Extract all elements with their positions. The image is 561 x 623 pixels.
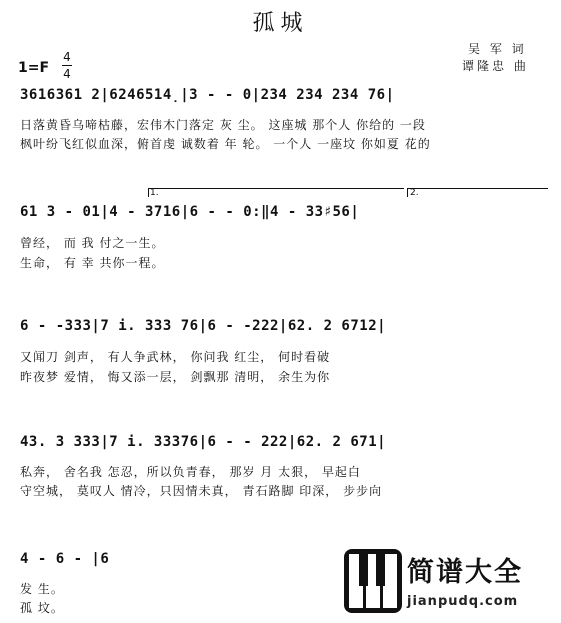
notes-row-2: 61 3 - 01|4 - 3716|6 - - 0:‖4 - 33♯56|	[20, 204, 360, 220]
volta-label-2: 2.	[410, 188, 419, 198]
key-signature: 1=F	[18, 60, 50, 76]
time-signature-top: 4	[63, 50, 71, 64]
lyric-row-2-verse-1: 曾经， 而 我 付之一生。	[20, 236, 165, 250]
lyric-row-1-verse-1: 日落黄昏乌啼枯藤，宏伟木门落定 灰 尘。 这座城 那个人 你给的 一段	[20, 118, 426, 132]
composer-credit: 谭隆忠 曲	[462, 59, 529, 73]
piano-keys-icon	[343, 548, 403, 614]
time-signature-bar	[62, 65, 72, 66]
volta-bracket-2	[407, 188, 548, 197]
notes-row-4: 43. 3 333|7 i. 33376|6 - - 222|62. 2 671|	[20, 434, 387, 450]
lyric-row-2-verse-2: 生命， 有 幸 共你一程。	[20, 256, 165, 270]
lyric-row-4-verse-1: 私奔， 舍名我 怎忍，所以负青春， 那岁 月 太狠， 早起白	[20, 465, 361, 479]
volta-bracket-1	[148, 188, 404, 197]
lyric-row-5-verse-2: 孤 坟。	[20, 601, 64, 615]
site-logo[interactable]	[343, 548, 553, 618]
lyric-row-4-verse-2: 守空城， 莫叹人 情冷，只因情未真， 青石路脚 印深， 步步向	[20, 484, 383, 498]
lyric-row-1-verse-2: 枫叶纷飞红似血深，俯首虔 诚数着 年 轮。 一个人 一座坟 你如夏 花的	[20, 137, 431, 151]
notes-row-1: 3616361 2|6246514̣|3 - - 0|234 234 234 76|	[20, 87, 395, 103]
notes-row-3: 6 - -333|7 i. 333 76|6 - -222|62. 2 6712|	[20, 318, 387, 334]
lyricist-credit: 吴 军 词	[468, 42, 527, 56]
time-signature-bottom: 4	[63, 67, 71, 81]
notes-row-5: 4 - 6 - |6	[20, 551, 110, 567]
lyric-row-5-verse-1: 发 生。	[20, 582, 64, 596]
logo-name: 简谱大全	[407, 557, 523, 588]
logo-url[interactable]: jianpudq.com	[407, 594, 519, 609]
lyric-row-3-verse-1: 又闻刀 剑声， 有人争武林， 你问我 红尘， 何时看破	[20, 350, 331, 364]
song-title: 孤城	[252, 11, 309, 36]
time-signature	[62, 50, 72, 81]
volta-label-1: 1.	[150, 188, 159, 198]
lyric-row-3-verse-2: 昨夜梦 爱情， 悔又添一层， 剑飘那 清明， 余生为你	[20, 370, 331, 384]
